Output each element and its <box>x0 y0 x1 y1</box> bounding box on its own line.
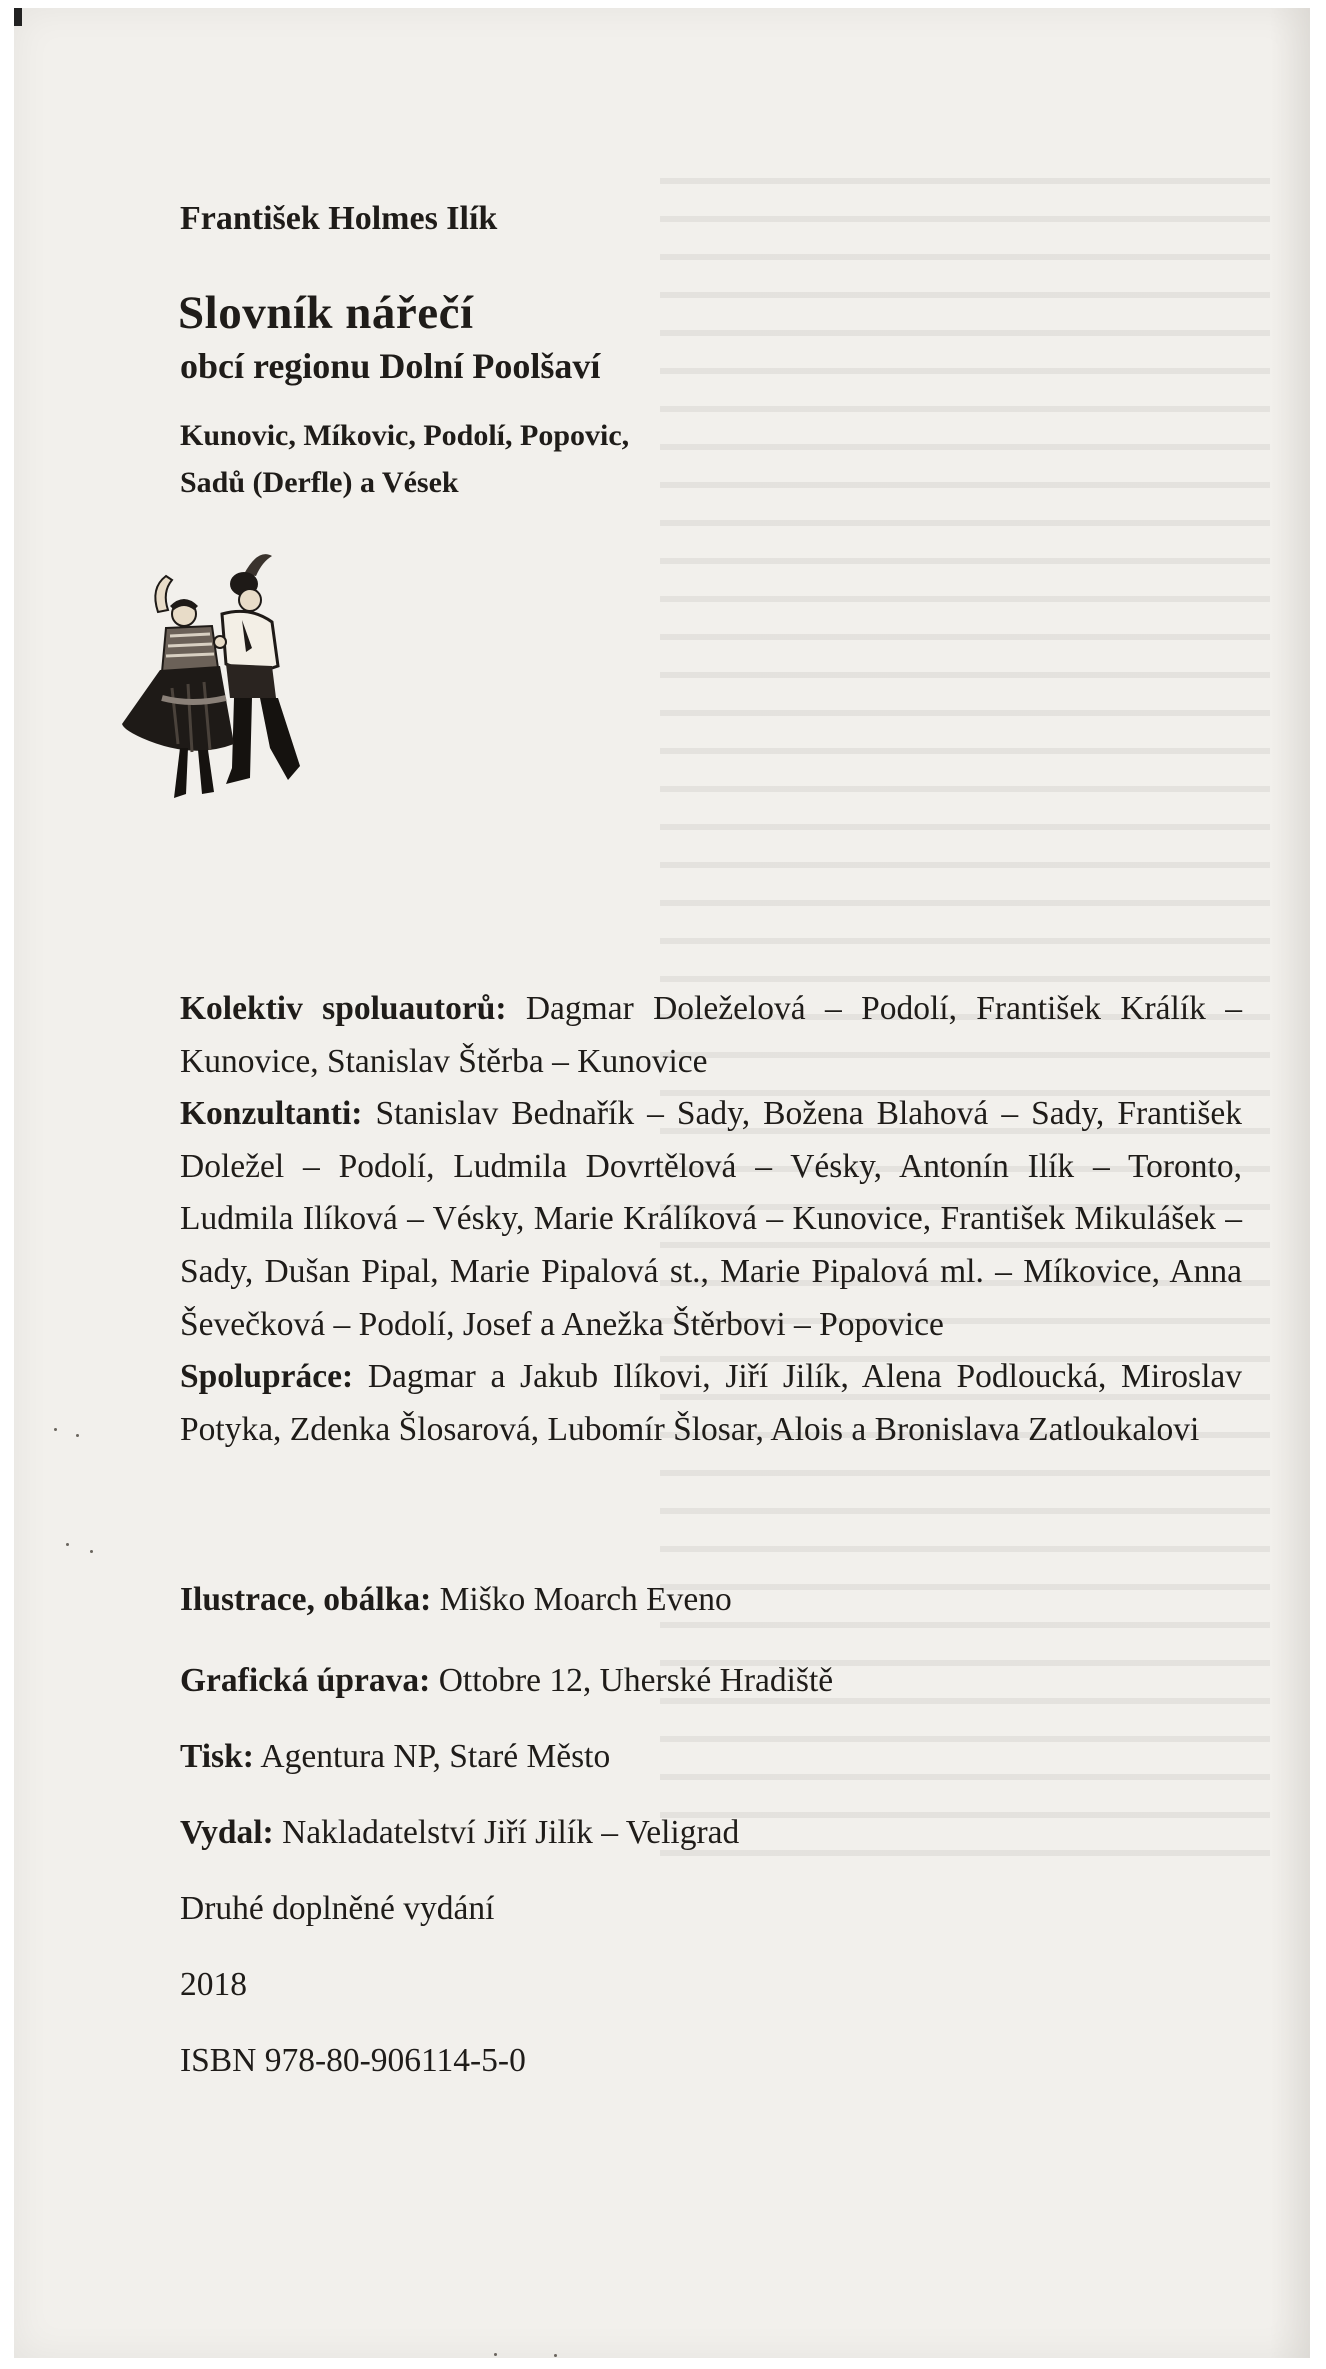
print-credit <box>180 1738 610 1776</box>
dancing-couple-illustration <box>122 548 337 828</box>
places-line-2: Sadů (Derfle) a Vések <box>180 466 459 499</box>
edition-note: Druhé doplněné vydání <box>180 1890 495 1927</box>
dust-speck <box>54 1428 57 1431</box>
consultants-label: Konzultanti: <box>180 1095 363 1133</box>
publication-year: 2018 <box>180 1966 247 2003</box>
dust-speck <box>76 1434 79 1437</box>
cooperation-text: Dagmar a Jakub Ilíkovi, Jiří Jilík, Alena Podloucká, Miroslav Potyka, Zdenka Šlosarová, Lubomír Šlosar, Alois a Bronislava Zatloukalovi <box>180 1358 1242 1448</box>
coauthors-label: Kolektiv spoluautorů: <box>180 990 507 1027</box>
publisher-credit <box>180 1814 739 1852</box>
publisher-credit-value: Nakladatelství Jiří Jilík – Veligrad <box>282 1814 740 1851</box>
publisher-credit-label: Vydal: <box>180 1814 274 1851</box>
dust-speck <box>90 1550 93 1553</box>
design-credit <box>180 1662 833 1700</box>
dust-speck <box>554 2354 557 2357</box>
cooperation-label: Spolupráce: <box>180 1358 354 1396</box>
corner-mark <box>14 8 22 26</box>
book-subtitle: obcí regionu Dolní Poolšaví <box>180 346 601 386</box>
illustration-credit-label: Ilustrace, obálka: <box>180 1581 432 1618</box>
book-title: Slovník nářečí <box>178 287 474 339</box>
author-name: František Holmes Ilík <box>180 200 498 237</box>
dust-speck <box>494 2353 497 2356</box>
places-list <box>180 412 629 506</box>
design-credit-value: Ottobre 12, Uherské Hradiště <box>438 1662 834 1699</box>
illustration-credit-value: Miško Moarch Eveno <box>439 1581 732 1618</box>
consultants-text: Stanislav Bednařík – Sady, Božena Blahová – Sady, František Doležel – Podolí, Ludmila Dovrtělová – Vésky, Antonín Ilík – Toronto, Ludmila Ilíková – Vésky, Marie Králíková – Kunovice, František Mikulášek – Sady, Dušan Pipal, Marie Pipalová st., Marie Pipalová ml. – Míkovice, Anna Ševečková – Podolí, Josef a Anežka Štěrbovi – Popovice <box>180 1095 1243 1343</box>
isbn: ISBN 978-80-906114-5-0 <box>180 2042 526 2079</box>
dust-speck <box>66 1543 69 1546</box>
places-line-1: Kunovic, Míkovic, Podolí, Popovic, <box>180 419 630 452</box>
print-credit-label: Tisk: <box>180 1738 254 1775</box>
illustration-credit <box>180 1581 732 1619</box>
book-page <box>14 8 1310 2358</box>
credits-paragraph <box>180 983 1242 1456</box>
design-credit-label: Grafická úprava: <box>180 1662 431 1699</box>
coauthors-text: Dagmar Doleželová – Podolí, František Králík – Kunovice, Stanislav Štěrba – Kunovice <box>180 990 1242 1080</box>
print-credit-value: Agentura NP, Staré Město <box>260 1738 611 1775</box>
